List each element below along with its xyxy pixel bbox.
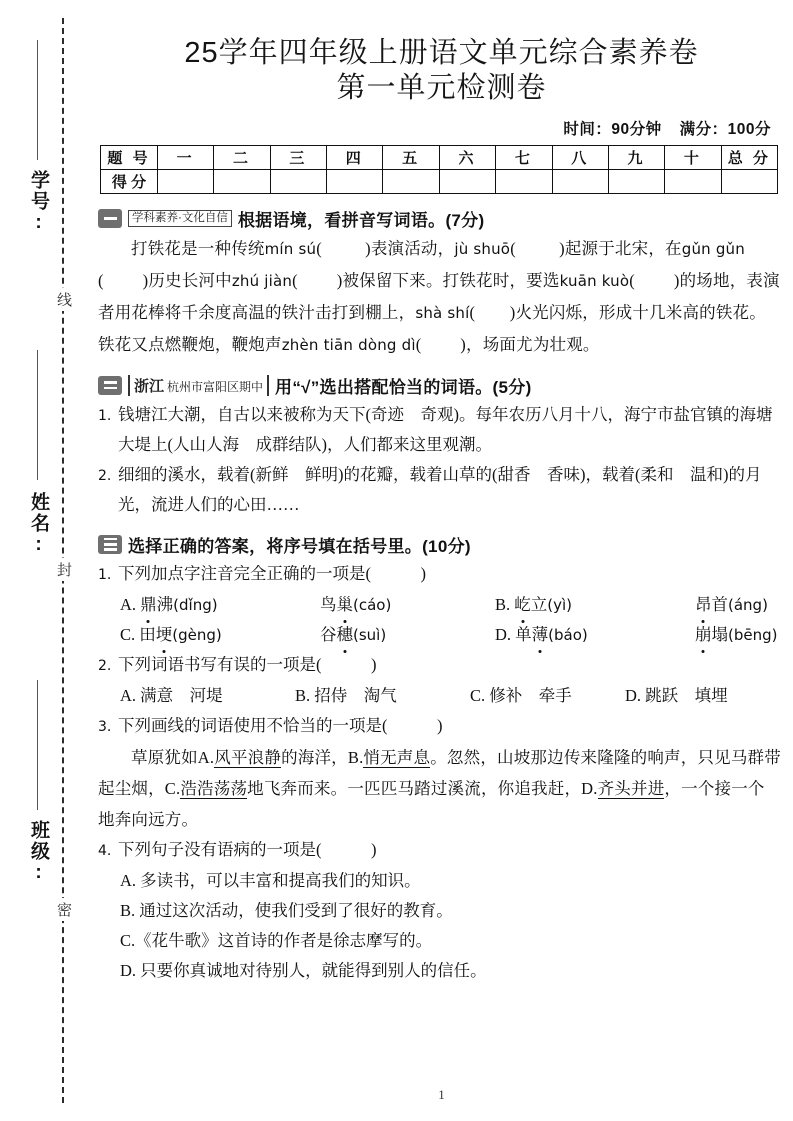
section-two-tag-place: 杭州市富阳区期中 [167,379,264,394]
question-number: 4. [98,842,112,859]
score-table-col-8: 八 [552,145,608,169]
section-one-title: 根据语境，看拼音写词语。(7分) [237,210,485,230]
option-d-second[interactable] [695,620,777,650]
text-run: 的海洋，B. [281,747,364,767]
option-d: D. 只要你真诚地对待别人，就能得到别人的信任。 [120,960,487,980]
seal-field-class: 班级: [28,820,49,885]
answer-blank[interactable]: ( ) [415,334,467,354]
section-two-question-1 [98,400,781,460]
dotted-character: 穗 [337,620,354,650]
option-label: C. [120,624,140,644]
text-run: 的场地，表演者用花棒将千余度高温的铁汁击打到棚上， [98,270,780,322]
score-table-col-4: 四 [327,145,383,169]
section-two-header [98,373,781,398]
pinyin-run: kuān kuò [559,271,630,290]
score-cell-5[interactable] [383,169,439,193]
score-table-col-7: 七 [496,145,552,169]
option-b: B. 通过这次活动，使我们受到了很好的教育。 [120,900,453,920]
section-two-question-2 [98,460,781,520]
underlined-phrase: 悄无声息 [363,747,431,767]
score-cell-3[interactable] [270,169,326,193]
section-two [98,373,781,520]
pinyin-run: zhèn tiān dòng dì [281,335,416,354]
score-cell-8[interactable] [552,169,608,193]
underlined-phrase: 齐头并进 [597,778,665,798]
character: 首 [711,594,728,614]
character: 沸 [156,594,174,614]
title-line-2: 第一单元检测卷 [336,72,547,105]
answer-blank[interactable]: ( ) [629,270,680,290]
option-c[interactable]: C. 修补 牵手 [470,685,572,705]
option-pinyin: (báo) [548,625,588,644]
score-table-row-label-question: 题 号 [101,145,158,169]
seal-field-name: 姓名: [28,492,49,557]
option-pinyin: (dǐng) [173,595,218,614]
section-three [98,532,781,986]
option-c-second[interactable] [320,620,495,650]
dotted-character: 鼎 [140,590,157,620]
text-run: ，一个接一个地奔向远方。 [98,778,765,829]
question-text: 细细的溪水，载着(新鲜 鲜明)的花瓣，载着山草的(甜香 香味)，载着(柔和 温和)的月光，流进人们的心田…… [118,464,762,514]
question-number: 1. [98,407,112,424]
section-two-tag [128,375,269,396]
exam-total-label: 满分：100分 [679,120,771,138]
option-c: C.《花牛歌》这首诗的作者是徐志摩写的。 [120,930,433,950]
pinyin-run: zhú jiàn [231,271,293,290]
section-three-header [98,532,781,557]
dotted-character: 屹 [514,590,531,620]
section-three-question-3-passage [98,742,781,835]
section-two-title: 用“√”选出搭配恰当的词语。(5分) [275,377,532,397]
table-row-header [101,145,778,169]
option-c[interactable] [120,620,320,650]
dotted-character: 崩 [695,620,712,650]
dotted-character: 埂 [156,620,173,650]
section-three-question-4-option-c[interactable] [98,926,781,956]
page-title [90,0,793,107]
score-cell-6[interactable] [439,169,495,193]
exam-time-label: 时间：90分钟 [563,120,662,138]
question-number: 2. [98,657,112,674]
section-three-question-1 [98,559,781,590]
character: 田 [139,624,156,644]
section-three-question-4-option-a[interactable] [98,866,781,896]
section-one-passage [98,233,781,361]
section-one-header [98,206,781,231]
seal-write-rule-2 [37,350,38,480]
pinyin-run: jù shuō [454,239,511,258]
option-label: A. [120,594,141,614]
option-a[interactable]: A. 满意 河堤 [120,685,223,705]
text-run: 起源于北宋，在 [564,238,682,258]
table-row-score [101,169,778,193]
score-table-col-2: 二 [214,145,270,169]
character: 鸟 [320,594,337,614]
question-number: 3. [98,718,112,735]
seal-word-mi: 密 [52,898,74,921]
page-number: 1 [438,1087,445,1102]
section-three-question-4-option-b[interactable] [98,896,781,926]
question-stem: 下列画线的词语使用不恰当的一项是( ) [118,715,443,735]
dotted-character: 薄 [532,620,549,650]
section-three-question-4-option-d[interactable] [98,956,781,986]
seal-margin [0,0,90,1121]
score-table-row-label-score: 得 分 [101,169,158,193]
section-three-title: 选择正确的答案，将序号填在括号里。(10分) [128,536,471,556]
option-d[interactable] [495,620,695,650]
score-cell-4[interactable] [327,169,383,193]
section-one [98,206,781,361]
option-pinyin: (yì) [547,595,573,614]
section-two-tag-province: 浙江 [134,377,165,395]
answer-blank[interactable]: ( ) [292,270,343,290]
option-a-second[interactable] [320,590,495,620]
score-table-col-9: 九 [608,145,664,169]
section-three-question-2-options [98,681,781,711]
exam-meta [90,117,771,139]
option-label: D. [495,624,516,644]
exam-paper [90,0,793,1121]
option-pinyin: (gèng) [172,625,222,644]
score-table-col-5: 五 [383,145,439,169]
section-number-badge-two-icon [98,376,122,395]
answer-blank[interactable]: ( ) [510,238,565,258]
option-pinyin: (cáo) [353,595,392,614]
section-three-question-3 [98,711,781,742]
section-three-question-2 [98,650,781,681]
text-run: 历史长河中 [148,270,232,290]
text-run: ，场面尤为壮观。 [466,334,600,354]
question-stem: 下列词语书写有误的一项是( ) [118,654,377,674]
score-table-col-total: 总 分 [721,145,777,169]
question-number: 2. [98,467,112,484]
score-cell-1[interactable] [158,169,214,193]
section-number-badge-three-icon [98,535,122,554]
dotted-character: 巢 [337,590,354,620]
score-cell-9[interactable] [608,169,664,193]
text-run: 草原犹如A. [131,747,215,767]
character: 立 [530,594,548,614]
underlined-phrase: 风平浪静 [214,747,282,767]
option-pinyin: (áng) [728,595,768,614]
section-three-question-4 [98,835,781,866]
option-b[interactable] [495,590,695,620]
seal-word-xian: 线 [52,288,74,311]
score-cell-7[interactable] [496,169,552,193]
section-one-tag: 学科素养·文化自信 [128,210,232,227]
score-cell-10[interactable] [665,169,721,193]
score-table-col-6: 六 [439,145,495,169]
underlined-phrase: 浩浩荡荡 [180,778,248,798]
score-table-col-3: 三 [270,145,326,169]
score-table-col-1: 一 [158,145,214,169]
seal-write-rule-1 [37,40,38,160]
option-b[interactable]: B. 招侍 淘气 [295,685,397,705]
section-three-question-1-options-row-2 [98,620,781,650]
text-run: 表演活动， [370,238,455,258]
text-run: 。忽然，山坡那边传来隆隆的响声，只见马群带起尘烟，C. [98,747,781,798]
option-b-second[interactable] [695,590,768,620]
option-d[interactable]: D. 跳跃 填埋 [625,685,728,705]
answer-blank[interactable]: ( ) [469,302,516,322]
pinyin-run: shà shí [415,303,470,322]
question-text: 钱塘江大潮，自古以来被称为天下(奇迹 奇观)。每年农历八月十八，海宁市盐官镇的海塘大堤上(人山人海 成群结队)，人们都来这里观潮。 [118,404,773,454]
character: 谷 [320,624,337,644]
section-three-question-1-options-row-1 [98,590,781,620]
pinyin-run: mín sú [264,239,317,258]
score-cell-total[interactable] [721,169,777,193]
seal-field-student-id: 学号: [28,170,49,235]
question-stem: 下列加点字注音完全正确的一项是( ) [118,563,426,583]
option-label: B. [495,594,515,614]
text-run: 被保留下来。打铁花时，要选 [342,270,560,290]
section-number-badge-one-icon [98,209,122,228]
question-number: 1. [98,566,112,583]
answer-blank[interactable]: ( ) [98,270,149,290]
score-table-col-10: 十 [665,145,721,169]
character: 单 [515,624,532,644]
text-run: 地飞奔而来。一匹匹马踏过溪流，你追我赶，D. [247,778,598,798]
seal-write-rule-3 [37,680,38,810]
answer-blank[interactable]: ( ) [316,238,371,258]
option-pinyin: (suì) [353,625,387,644]
option-pinyin: (bēng) [728,625,778,644]
score-table [100,145,778,194]
seal-word-feng: 封 [52,558,74,581]
pinyin-run: gǔn gǔn [681,239,745,258]
option-a[interactable] [120,590,320,620]
dotted-character: 昂 [695,590,712,620]
text-run: 火光闪烁，形成十几米高的铁花。铁花又点燃鞭炮，鞭炮声 [98,302,766,354]
score-cell-2[interactable] [214,169,270,193]
option-a: A. 多读书，可以丰富和提高我们的知识。 [120,870,421,890]
question-stem: 下列句子没有语病的一项是( ) [118,839,377,859]
character: 塌 [711,624,728,644]
title-line-1: 25学年四年级上册语文单元综合素养卷 [184,37,699,69]
text-run: 打铁花是一种传统 [131,238,265,258]
